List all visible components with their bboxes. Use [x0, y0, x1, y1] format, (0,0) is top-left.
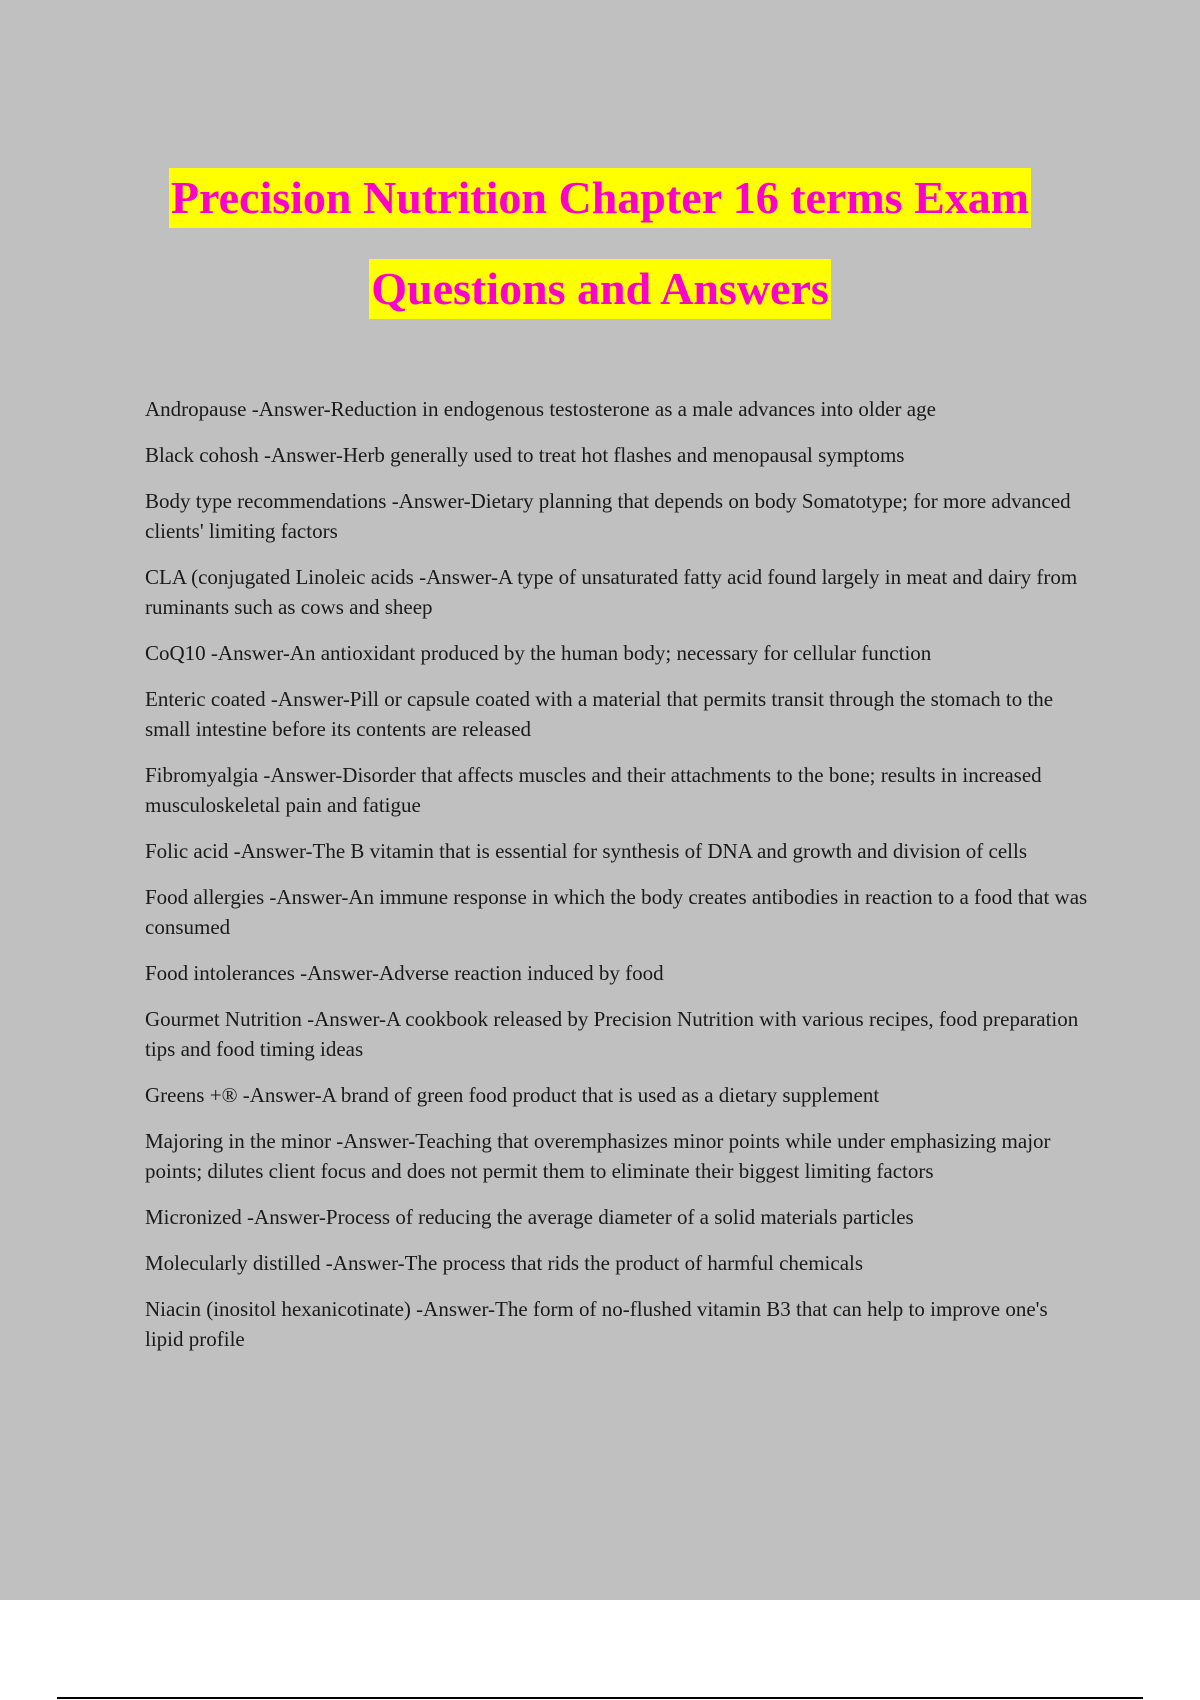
title-line-2: Questions and Answers — [369, 259, 831, 319]
term-food-intolerances: Food intolerances -Answer-Adverse reaction induced by food — [145, 961, 664, 985]
term-food-allergies: Food allergies -Answer-An immune response in which the body creates antibodies in reaction to a food that was consumed — [145, 885, 1088, 939]
term-micronized: Micronized -Answer-Process of reducing the average diameter of a solid materials particles — [145, 1205, 914, 1229]
term-cla: CLA (conjugated Linoleic acids -Answer-A type of unsaturated fatty acid found largely in meat and dairy from ruminants such as cows and sheep — [145, 565, 1078, 619]
term-greens-plus: Greens +® -Answer-A brand of green food product that is used as a dietary supplement — [145, 1083, 880, 1107]
term-coq10: CoQ10 -Answer-An antioxidant produced by the human body; necessary for cellular function — [145, 641, 932, 665]
term-gourmet-nutrition: Gourmet Nutrition -Answer-A cookbook released by Precision Nutrition with various recipes, food preparation tips and food timing ideas — [145, 1007, 1079, 1061]
document-title — [0, 168, 1200, 319]
term-niacin: Niacin (inositol hexanicotinate) -Answer-The form of no-flushed vitamin B3 that can help to improve one's lipid profile — [145, 1297, 1048, 1351]
title-line-1: Precision Nutrition Chapter 16 terms Exam — [169, 168, 1031, 228]
term-body-type-recommendations: Body type recommendations -Answer-Dietary planning that depends on body Somatotype; for more advanced clients' limiting factors — [145, 489, 1071, 543]
term-andropause: Andropause -Answer-Reduction in endogenous testosterone as a male advances into older age — [145, 397, 936, 421]
footer-divider — [57, 1697, 1143, 1699]
term-black-cohosh: Black cohosh -Answer-Herb generally used to treat hot flashes and menopausal symptoms — [145, 443, 905, 467]
term-folic-acid: Folic acid -Answer-The B vitamin that is essential for synthesis of DNA and growth and division of cells — [145, 839, 1028, 863]
terms-list — [145, 394, 1090, 1370]
term-enteric-coated: Enteric coated -Answer-Pill or capsule coated with a material that permits transit through the stomach to the small intestine before its contents are released — [145, 687, 1054, 741]
term-fibromyalgia: Fibromyalgia -Answer-Disorder that affects muscles and their attachments to the bone; results in increased musculoskeletal pain and fatigue — [145, 763, 1042, 817]
term-majoring-in-the-minor: Majoring in the minor -Answer-Teaching that overemphasizes minor points while under emphasizing major points; dilutes client focus and does not permit them to eliminate their biggest limiting factors — [145, 1129, 1051, 1183]
term-molecularly-distilled: Molecularly distilled -Answer-The process that rids the product of harmful chemicals — [145, 1251, 864, 1275]
